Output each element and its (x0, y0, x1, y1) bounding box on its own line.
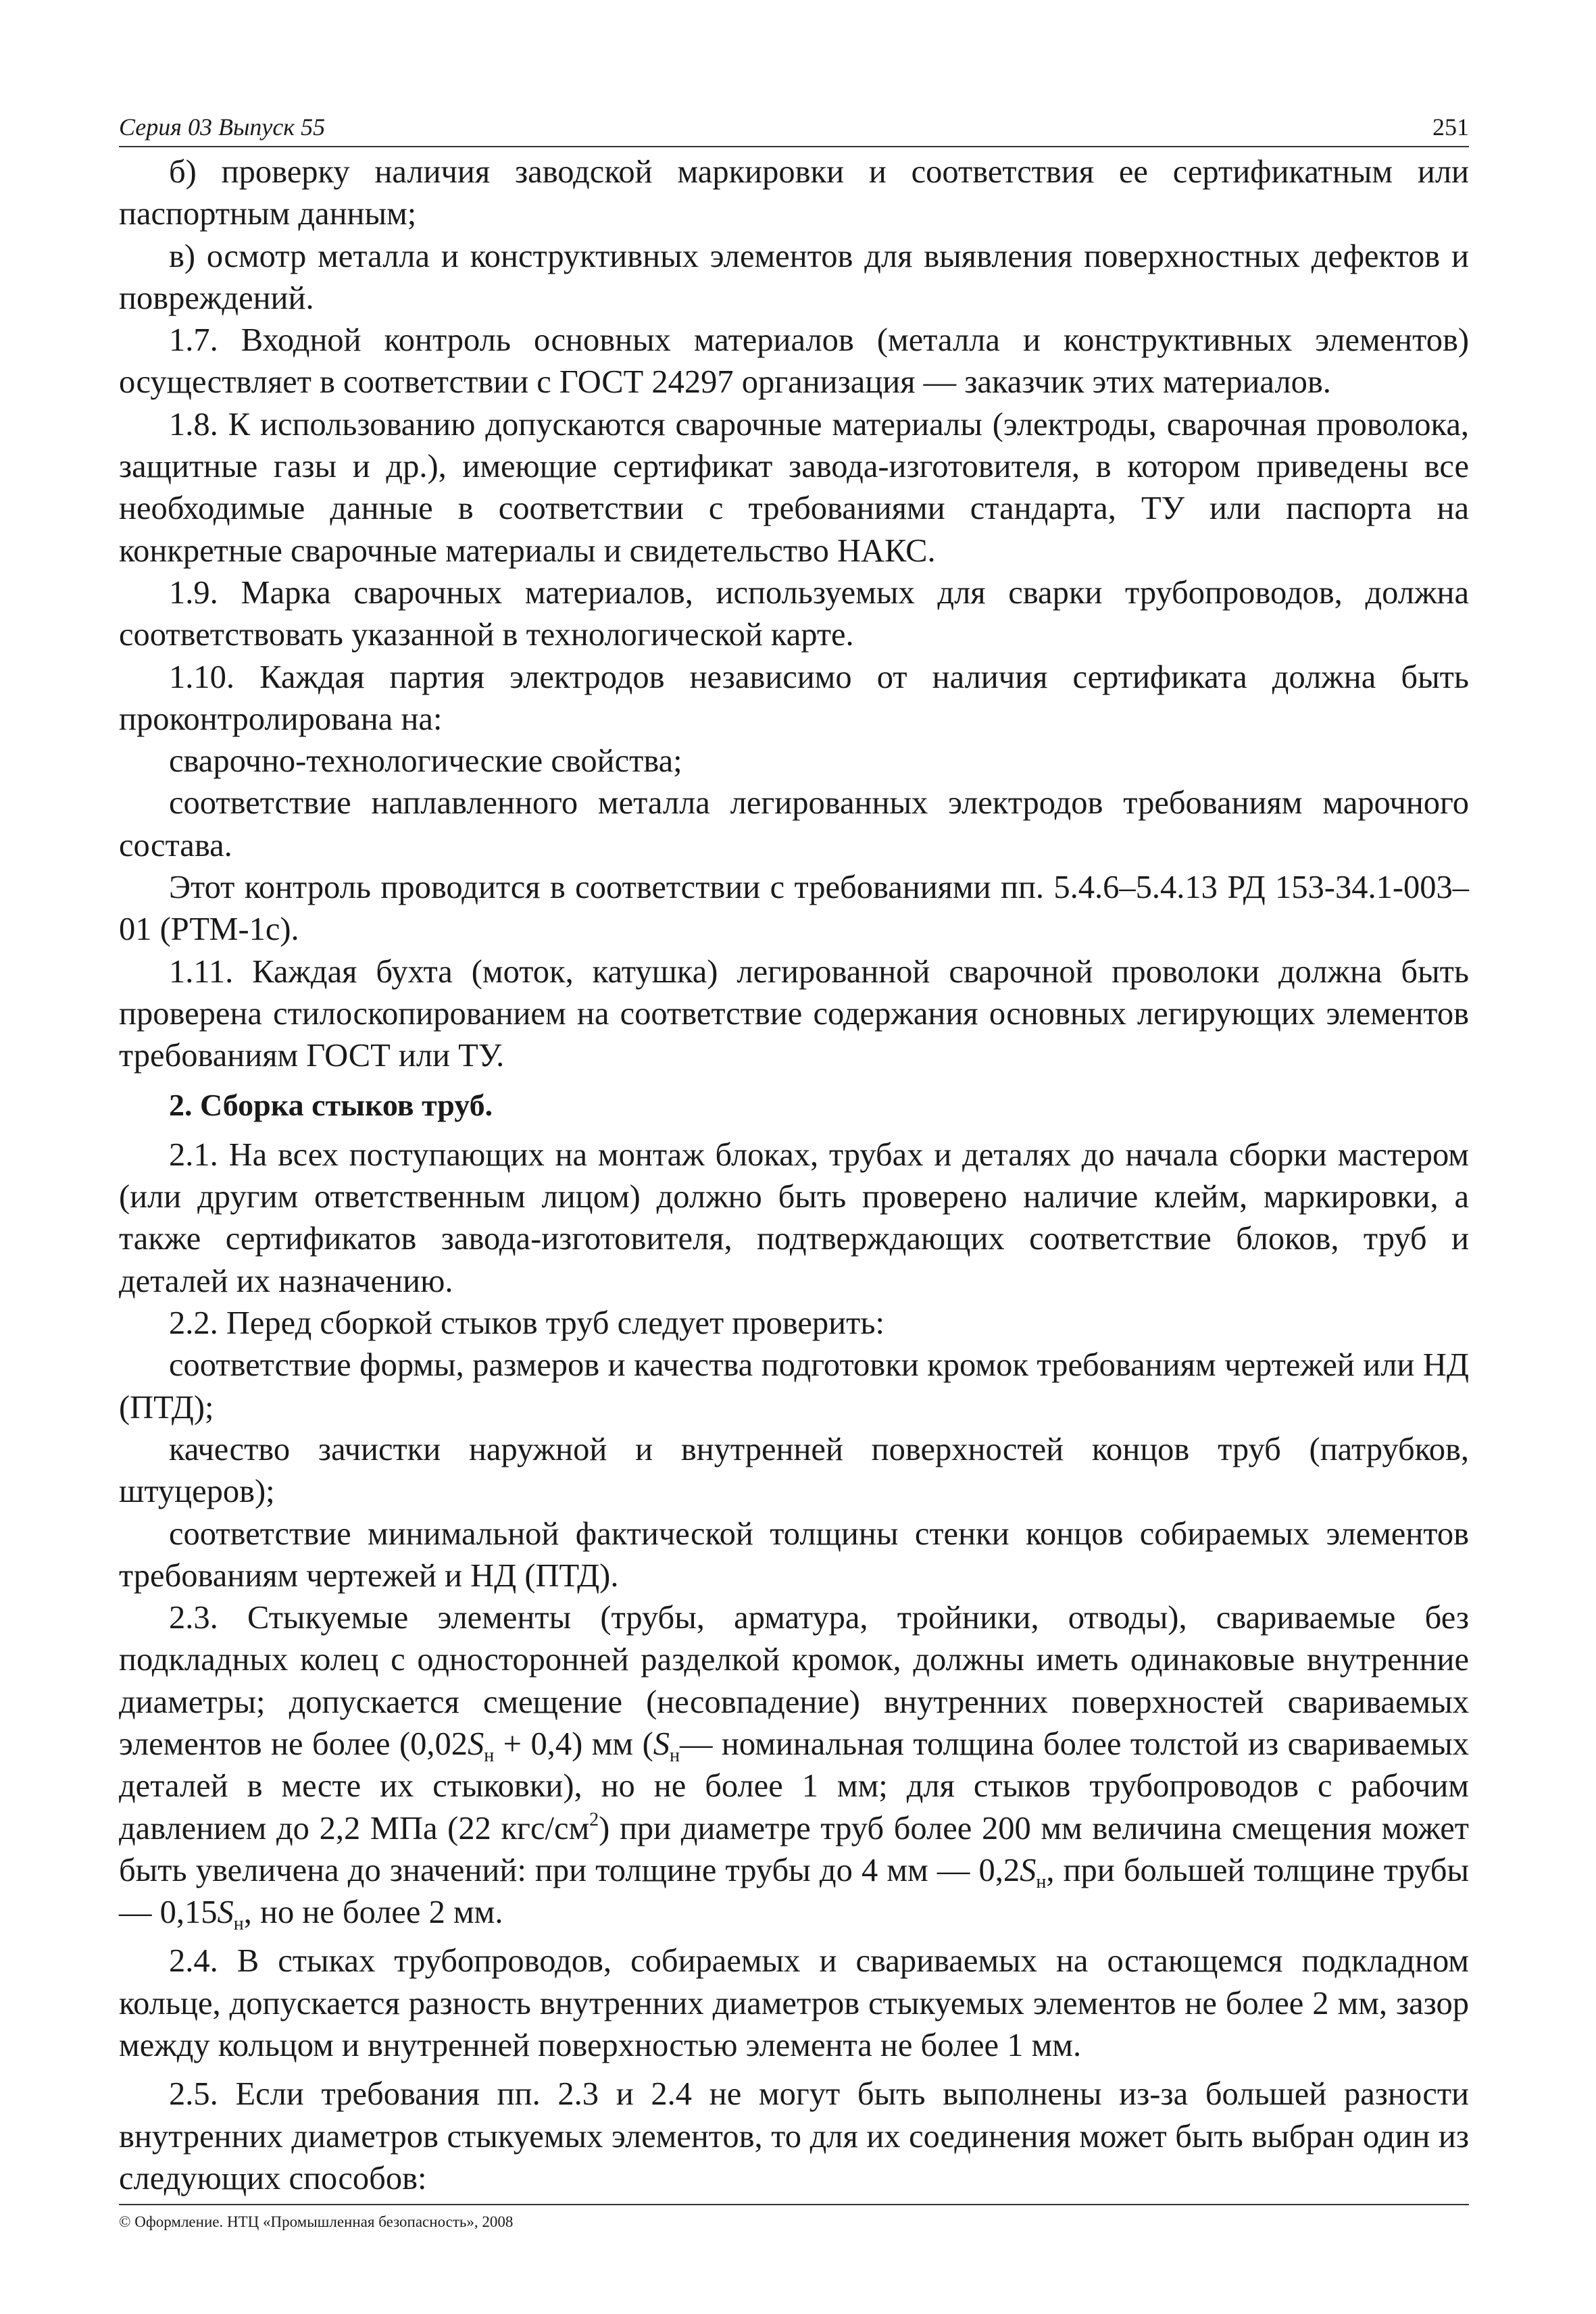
paragraph-1-9: 1.9. Марка сварочных материалов, используемых для сварки трубопроводов, должна соответствовать указанной в технологической карте. (119, 574, 1469, 653)
page-number: 251 (1432, 114, 1469, 141)
p23-text-3: — номинальная толщина более толстой из свариваемых деталей в месте их стыковки), но не более 1 мм; для стыков трубопроводов с рабочим давлением до 2,2 МПа (22 кгс/см (119, 1726, 1469, 1846)
paragraph-1-10-note: Этот контроль проводится в соответствии с требованиями пп. 5.4.6–5.4.13 РД 153-34.1-003–01 (РТМ-1с). (119, 870, 1469, 948)
document-body (119, 151, 1469, 2200)
p23-text-4: ) при диаметре труб более 200 мм величина смещения может быть увеличена до значений: при толщине трубы до 4 мм — 0,2 (119, 1810, 1469, 1888)
p23-text-1: 2.3. Стыкуемые элементы (трубы, арматура, тройники, отводы), свариваемые без подкладных колец с односторонней разделкой кромок, должны иметь одинаковые внутренние диаметры; допускается смещение (несовпадение) внутренних поверхностей свариваемых элементов не более (0,02 (119, 1600, 1469, 1762)
paragraph-2-2: 2.2. Перед сборкой стыков труб следует проверить: (169, 1305, 884, 1342)
symbol-s: S (467, 1726, 484, 1762)
paragraph-2-5: 2.5. Если требования пп. 2.3 и 2.4 не могут быть выполнены из-за большей разности внутренних диаметров стыкуемых элементов, то для их соединения может быть выбран один из следующих способов: (119, 2076, 1469, 2196)
subscript-n: н (233, 1913, 244, 1935)
symbol-s: S (217, 1894, 234, 1931)
paragraph-1-11: 1.11. Каждая бухта (моток, катушка) легированной сварочной проволоки должна быть проверена стилоскопированием на соответствие содержания основных легирующих элементов требованиям ГОСТ или ТУ. (119, 953, 1469, 1074)
copyright-notice: © Оформление. НТЦ «Промышленная безопасность», 2008 (119, 2213, 514, 2230)
section-2-heading: 2. Сборка стыков труб. (169, 1087, 493, 1122)
subscript-n: н (669, 1744, 680, 1766)
paragraph-1-10: 1.10. Каждая партия электродов независимо от наличия сертификата должна быть проконтролирована на: (119, 659, 1469, 737)
p23-text-2: + 0,4) мм ( (494, 1726, 653, 1762)
paragraph-2-2-item-c: соответствие минимальной фактической толщины стенки концов собираемых элементов требованиям чертежей и НД (ПТД). (119, 1515, 1469, 1594)
paragraph-2-3 (119, 1597, 1469, 1934)
series-title: Серия 03 Выпуск 55 (119, 114, 326, 141)
page-footer (119, 2204, 1469, 2232)
paragraph-1-7: 1.7. Входной контроль основных материалов (металла и конструктивных элементов) осуществляет в соответствии с ГОСТ 24297 организация — заказчик этих материалов. (119, 322, 1469, 401)
paragraph-b: б) проверку наличия заводской маркировки и соответствия ее сертификатным или паспортным данным; (119, 154, 1469, 232)
symbol-s: S (653, 1726, 670, 1762)
paragraph-2-1: 2.1. На всех поступающих на монтаж блоках, трубах и деталях до начала сборки мастером (или другим ответственным лицом) должно быть проверено наличие клейм, маркировки, а также сертификатов завода-изготовителя, подтверждающих соответствие блоков, труб и деталей их назначению. (119, 1136, 1469, 1299)
subscript-n: н (484, 1744, 495, 1766)
paragraph-1-10-item-a: сварочно-технологические свойства; (169, 743, 682, 780)
p23-text-5: , при большей толщине трубы — 0,15 (119, 1852, 1469, 1931)
paragraph-1-10-item-b: соответствие наплавленного металла легированных электродов требованиям марочного состава. (119, 785, 1469, 863)
paragraph-2-2-item-b: качество зачистки наружной и внутренней поверхностей концов труб (патрубков, штуцеров); (119, 1431, 1469, 1510)
subscript-n: н (1036, 1871, 1047, 1892)
paragraph-1-8: 1.8. К использованию допускаются сварочные материалы (электроды, сварочная проволока, защитные газы и др.), имеющие сертификат завода-изготовителя, в котором приведены все необходимые данные в соответствии с требованиями стандарта, ТУ или паспорта на конкретные сварочные материалы и свидетельство НАКС. (119, 406, 1469, 569)
paragraph-2-2-item-a: соответствие формы, размеров и качества подготовки кромок требованиям чертежей или НД (ПТД); (119, 1347, 1469, 1426)
paragraph-v: в) осмотр металла и конструктивных элементов для выявления поверхностных дефектов и повреждений. (119, 238, 1469, 316)
page-header (119, 95, 1469, 147)
paragraph-2-4: 2.4. В стыках трубопроводов, собираемых и свариваемых на остающемся подкладном кольце, допускается разность внутренних диаметров стыкуемых элементов не более 2 мм, зазор между кольцом и внутренней поверхностью элемента не более 1 мм. (119, 1943, 1469, 2064)
p23-text-6: , но не более 2 мм. (243, 1894, 503, 1931)
superscript-2: 2 (589, 1809, 599, 1830)
symbol-s: S (1020, 1852, 1037, 1888)
